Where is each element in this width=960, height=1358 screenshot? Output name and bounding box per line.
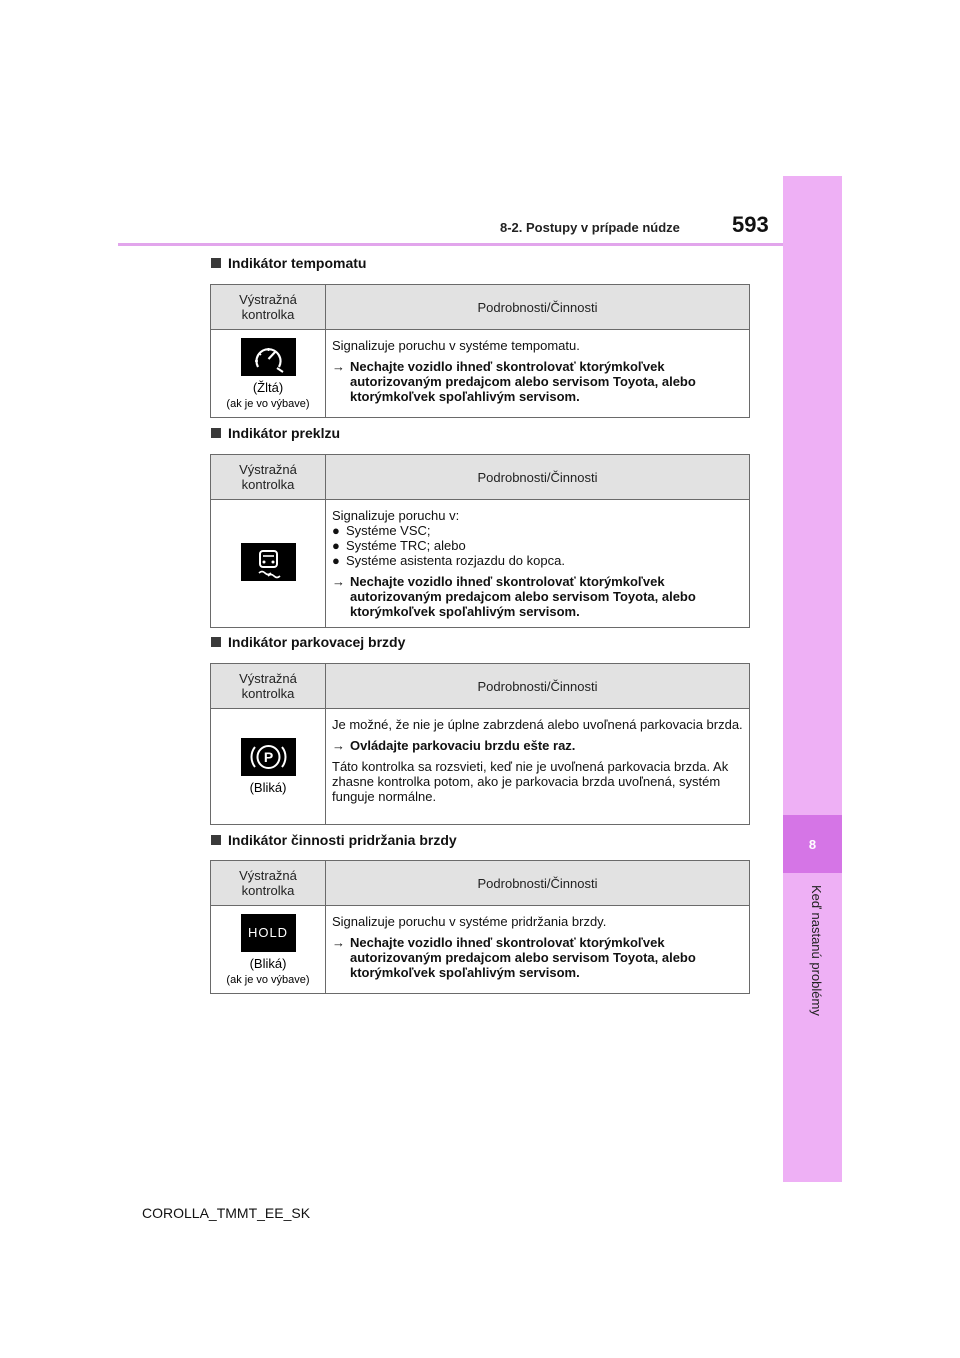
details-cell xyxy=(326,330,750,418)
parking-brake-icon xyxy=(241,738,296,776)
description-text: Signalizuje poruchu v systéme pridržania brzdy. xyxy=(332,914,607,929)
details-cell xyxy=(326,709,750,825)
list-item xyxy=(332,538,743,553)
cruise-heading xyxy=(211,255,366,271)
hold-icon-text: HOLD xyxy=(247,924,289,940)
table-row xyxy=(211,906,750,994)
table-row xyxy=(211,330,750,418)
section-title: 8-2. Postupy v prípade núdze xyxy=(500,220,680,235)
bullet-icon: ● xyxy=(332,538,340,553)
col2-header: Podrobnosti/Činnosti xyxy=(326,455,750,500)
icon-cell xyxy=(211,500,326,628)
action-text: Nechajte vozidlo ihneď skontrolovať ktorýmkoľvek autorizovaným predajcom alebo servisom Toyota, alebo ktorýmkoľvek spoľahlivým servisom. xyxy=(350,935,696,980)
bullet-text: Systéme asistenta rozjazdu do kopca. xyxy=(346,553,565,568)
action-text: Ovládajte parkovaciu brzdu ešte raz. xyxy=(350,738,576,753)
square-bullet-icon xyxy=(211,258,221,268)
bullet-text: Systéme VSC; xyxy=(346,523,431,538)
icon-note: (ak je vo výbave) xyxy=(226,973,310,986)
bullet-icon: ● xyxy=(332,553,340,568)
header-rule xyxy=(118,243,783,246)
col1-header: Výstražná kontrolka xyxy=(211,455,326,500)
brake-hold-icon xyxy=(241,914,296,952)
table-header-row xyxy=(211,285,750,330)
cruise-control-warning-icon xyxy=(241,338,296,376)
hold-heading-text: Indikátor činnosti pridržania brzdy xyxy=(228,832,457,848)
cruise-heading-text: Indikátor tempomatu xyxy=(228,255,367,271)
cruise-table xyxy=(210,284,750,418)
action-line xyxy=(332,574,743,619)
icon-caption: (Bliká) xyxy=(249,780,287,795)
description-text: Signalizuje poruchu v: xyxy=(332,508,460,523)
action-line xyxy=(332,935,743,980)
chapter-title: Keď nastanú problémy xyxy=(809,885,824,1016)
page-number: 593 xyxy=(732,212,769,237)
hold-heading xyxy=(211,832,457,848)
chapter-number: 8 xyxy=(783,815,842,873)
col1-header: Výstražná kontrolka xyxy=(211,861,326,906)
table-row xyxy=(211,709,750,825)
arrow-right-icon: → xyxy=(332,935,345,950)
arrow-right-icon: → xyxy=(332,359,345,374)
icon-note: (ak je vo výbave) xyxy=(226,397,310,410)
document-code: COROLLA_TMMT_EE_SK xyxy=(142,1205,311,1221)
bullet-icon: ● xyxy=(332,523,340,538)
icon-cell xyxy=(211,330,326,418)
col2-header: Podrobnosti/Činnosti xyxy=(326,664,750,709)
parking-heading-text: Indikátor parkovacej brzdy xyxy=(228,634,406,650)
icon-caption: (Žltá) xyxy=(252,379,284,395)
table-header-row xyxy=(211,861,750,906)
col1-header: Výstražná kontrolka xyxy=(211,664,326,709)
list-item xyxy=(332,523,743,538)
description-text: Signalizuje poruchu v systéme tempomatu. xyxy=(332,338,580,353)
parking-heading xyxy=(211,634,405,650)
icon-cell xyxy=(211,906,326,994)
parking-table xyxy=(210,663,750,825)
table-row xyxy=(211,500,750,628)
action-text: Nechajte vozidlo ihneď skontrolovať ktorýmkoľvek autorizovaným predajcom alebo servisom Toyota, alebo ktorýmkoľvek spoľahlivým servisom. xyxy=(350,574,696,619)
description-text: Je možné, že nie je úplne zabrzdená alebo uvoľnená parkovacia brzda. xyxy=(332,717,743,732)
icon-caption: (Bliká) xyxy=(249,955,287,971)
square-bullet-icon xyxy=(211,428,221,438)
list-item xyxy=(332,553,743,568)
col1-header: Výstražná kontrolka xyxy=(211,285,326,330)
col2-header: Podrobnosti/Činnosti xyxy=(326,285,750,330)
action-line xyxy=(332,738,743,753)
slip-indicator-icon xyxy=(241,543,296,581)
table-header-row xyxy=(211,455,750,500)
icon-cell xyxy=(211,709,326,825)
col2-header: Podrobnosti/Činnosti xyxy=(326,861,750,906)
details-cell xyxy=(326,500,750,628)
slip-heading xyxy=(211,425,340,441)
arrow-right-icon: → xyxy=(332,738,345,753)
note-text: Táto kontrolka sa rozsvieti, keď nie je uvoľnená parkovacia brzda. Ak zhasne kontrolka potom, ako je parkovacia brzda uvoľnená, systém funguje normálne. xyxy=(332,759,729,804)
arrow-right-icon: → xyxy=(332,574,345,589)
slip-heading-text: Indikátor preklzu xyxy=(228,425,341,441)
table-header-row xyxy=(211,664,750,709)
square-bullet-icon xyxy=(211,637,221,647)
square-bullet-icon xyxy=(211,835,221,845)
action-line xyxy=(332,359,743,404)
hold-table xyxy=(210,860,750,994)
details-cell xyxy=(326,906,750,994)
slip-table xyxy=(210,454,750,628)
action-text: Nechajte vozidlo ihneď skontrolovať ktorýmkoľvek autorizovaným predajcom alebo servisom Toyota, alebo ktorýmkoľvek spoľahlivým servisom. xyxy=(350,359,696,404)
bullet-text: Systéme TRC; alebo xyxy=(346,538,466,553)
svg-text:P: P xyxy=(263,749,273,765)
